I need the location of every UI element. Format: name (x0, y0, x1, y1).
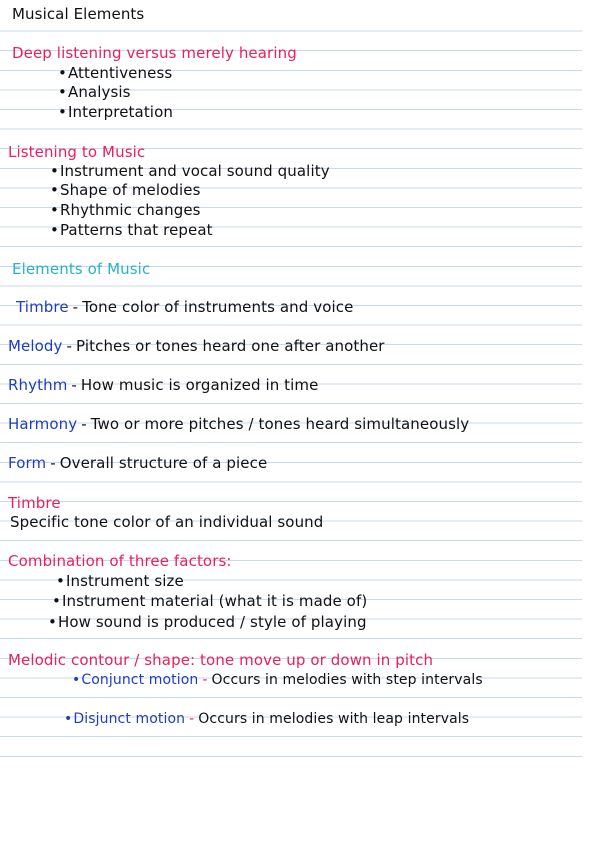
list-item-text: Interpretation (67, 103, 173, 121)
list-item-text: Instrument material (what it is made of) (61, 592, 368, 610)
term-label: Rhythm (8, 376, 68, 394)
list-item (58, 64, 172, 82)
term-definition: Occurs in melodies with step intervals (211, 672, 483, 688)
term-definition: Overall structure of a piece (59, 454, 268, 472)
list-item (50, 181, 201, 199)
list-item (58, 103, 173, 121)
list-item (48, 613, 367, 631)
bullet-icon: • (50, 181, 59, 199)
term-definition: Occurs in melodies with leap intervals (198, 711, 470, 727)
listening-heading: Listening to Music (8, 143, 146, 161)
dash-separator: - (189, 711, 195, 727)
term-definition: Tone color of instruments and voice (82, 298, 354, 316)
dash-separator: - (71, 376, 77, 394)
list-item (50, 201, 201, 219)
dash-separator: - (66, 337, 73, 355)
bullet-icon: • (48, 613, 57, 631)
term-label: Conjunct motion (81, 672, 199, 688)
term-row-melody (8, 337, 385, 355)
bullet-icon: • (50, 162, 59, 180)
timbre-definition: Specific tone color of an individual sound (10, 513, 324, 531)
bullet-icon: • (58, 103, 67, 121)
dash-separator: - (202, 672, 208, 688)
motion-row-disjunct (64, 710, 469, 728)
factors-heading: Combination of three factors: (8, 552, 232, 570)
list-item-text: Rhythmic changes (59, 201, 201, 219)
list-item (58, 83, 131, 101)
bullet-icon: • (64, 711, 73, 727)
list-item (50, 221, 213, 239)
term-row-form (8, 454, 267, 472)
timbre-heading: Timbre (8, 494, 61, 512)
bullet-icon: • (50, 201, 59, 219)
term-definition: Pitches or tones heard one after another (76, 337, 385, 355)
list-item-text: Instrument size (65, 572, 184, 590)
term-row-timbre (16, 298, 353, 316)
bullet-icon: • (72, 672, 81, 688)
list-item-text: Instrument and vocal sound quality (59, 162, 330, 180)
term-label: Disjunct motion (73, 711, 186, 727)
bullet-icon: • (58, 64, 67, 82)
list-item-text: How sound is produced / style of playing (57, 613, 367, 631)
elements-heading: Elements of Music (12, 260, 151, 278)
list-item-text: Analysis (67, 83, 131, 101)
dash-separator: - (81, 415, 87, 433)
bullet-icon: • (52, 592, 61, 610)
term-label: Form (8, 454, 47, 472)
list-item (56, 572, 184, 590)
list-item (52, 592, 367, 610)
bullet-icon: • (56, 572, 65, 590)
term-row-harmony (8, 415, 469, 433)
page-title: Musical Elements (12, 5, 145, 23)
dash-separator: - (50, 454, 56, 472)
deep-listening-heading: Deep listening versus merely hearing (12, 44, 297, 62)
contour-heading: Melodic contour / shape: tone move up or down in pitch (8, 651, 434, 669)
list-item (50, 162, 330, 180)
list-item-text: Shape of melodies (59, 181, 201, 199)
term-label: Harmony (8, 415, 78, 433)
dash-separator: - (72, 298, 79, 316)
bullet-icon: • (58, 83, 67, 101)
term-definition: Two or more pitches / tones heard simultaneously (90, 415, 470, 433)
term-label: Melody (8, 337, 63, 355)
term-row-rhythm (8, 376, 318, 394)
list-item-text: Patterns that repeat (59, 221, 213, 239)
bullet-icon: • (50, 221, 59, 239)
list-item-text: Attentiveness (67, 64, 173, 82)
term-definition: How music is organized in time (80, 376, 319, 394)
term-label: Timbre (16, 298, 69, 316)
motion-row-conjunct (72, 671, 483, 689)
